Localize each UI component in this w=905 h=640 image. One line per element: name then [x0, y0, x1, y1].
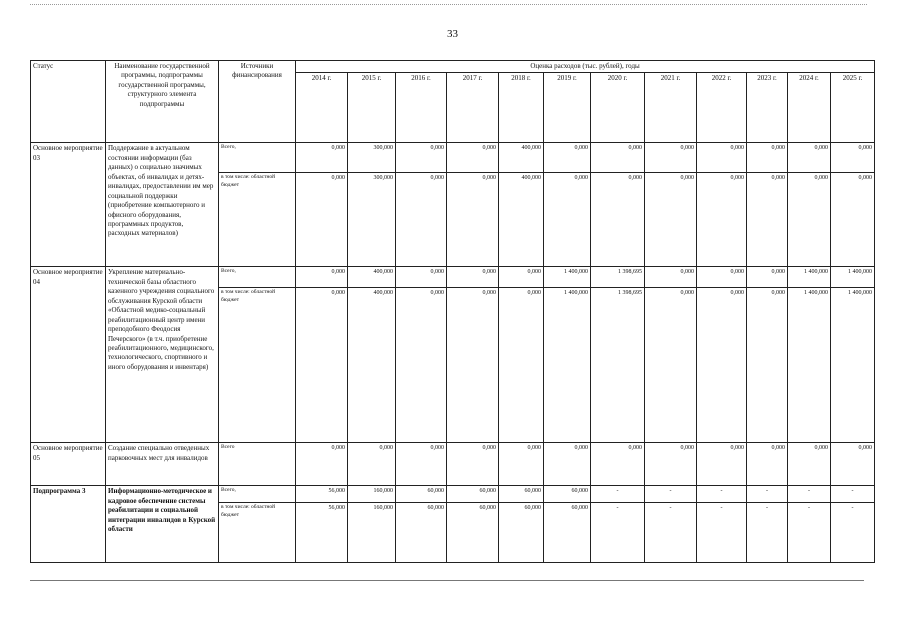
value-cell: - — [788, 503, 831, 563]
value-cell: 56,000 — [296, 486, 348, 503]
header-year: 2019 г. — [544, 73, 591, 143]
row-name: Укрепление материально-технической базы областного казенного учреждения социального обслуживания Курской области «Областной медико-социальный реабилитационный центр имени преподобного Феодосия Печерского» (в т.ч. приобретение реабилитационного, медицинского, технологического, спортивного и иного оборудования и инвентаря) — [106, 267, 219, 443]
value-cell: - — [747, 486, 788, 503]
row-status: Основное мероприятие 03 — [31, 143, 106, 267]
table-row — [31, 486, 875, 503]
value-cell: - — [831, 486, 875, 503]
value-cell: 0,000 — [296, 173, 348, 267]
value-cell: 0,000 — [499, 267, 544, 288]
row-source: Всего, — [219, 267, 296, 288]
value-cell: 0,000 — [645, 173, 697, 267]
value-cell: 1 398,695 — [591, 267, 645, 288]
row-source: Всего, — [219, 486, 296, 503]
value-cell: 0,000 — [396, 443, 447, 486]
value-cell: 160,000 — [348, 486, 396, 503]
value-cell: 0,000 — [788, 443, 831, 486]
value-cell: 0,000 — [747, 143, 788, 173]
value-cell: 0,000 — [697, 173, 747, 267]
value-cell: 0,000 — [645, 443, 697, 486]
value-cell: 1 400,000 — [788, 288, 831, 443]
header-estimate: Оценка расходов (тыс. рублей), годы — [296, 61, 875, 73]
value-cell: 0,000 — [697, 267, 747, 288]
value-cell: 1 400,000 — [831, 267, 875, 288]
header-year: 2024 г. — [788, 73, 831, 143]
value-cell: 60,000 — [544, 503, 591, 563]
value-cell: 0,000 — [788, 173, 831, 267]
header-year: 2021 г. — [645, 73, 697, 143]
value-cell: - — [788, 486, 831, 503]
table-row — [31, 443, 875, 486]
value-cell: 0,000 — [296, 288, 348, 443]
value-cell: 0,000 — [747, 173, 788, 267]
value-cell: 60,000 — [499, 503, 544, 563]
value-cell: 1 400,000 — [544, 288, 591, 443]
value-cell: 0,000 — [645, 267, 697, 288]
value-cell: 0,000 — [544, 143, 591, 173]
row-status: Подпрограмма 3 — [31, 486, 106, 563]
value-cell: 400,000 — [499, 173, 544, 267]
value-cell: 0,000 — [447, 173, 499, 267]
value-cell: 0,000 — [396, 173, 447, 267]
header-year: 2014 г. — [296, 73, 348, 143]
row-name: Создание специально отведенных парковочных мест для инвалидов — [106, 443, 219, 486]
value-cell: 0,000 — [788, 143, 831, 173]
value-cell: 300,000 — [348, 173, 396, 267]
value-cell: 0,000 — [747, 443, 788, 486]
value-cell: 0,000 — [296, 143, 348, 173]
top-border-line — [30, 4, 867, 5]
value-cell: 0,000 — [591, 173, 645, 267]
value-cell: 60,000 — [499, 486, 544, 503]
header-year: 2022 г. — [697, 73, 747, 143]
value-cell: - — [747, 503, 788, 563]
header-year: 2016 г. — [396, 73, 447, 143]
value-cell: - — [591, 486, 645, 503]
header-year: 2017 г. — [447, 73, 499, 143]
header-year: 2015 г. — [348, 73, 396, 143]
value-cell: - — [831, 503, 875, 563]
value-cell: 1 400,000 — [831, 288, 875, 443]
value-cell: 0,000 — [697, 288, 747, 443]
value-cell: - — [697, 503, 747, 563]
value-cell: 0,000 — [645, 143, 697, 173]
value-cell: 1 400,000 — [544, 267, 591, 288]
value-cell: 0,000 — [747, 267, 788, 288]
value-cell: 0,000 — [296, 267, 348, 288]
value-cell: - — [645, 503, 697, 563]
row-status: Основное мероприятие 04 — [31, 267, 106, 443]
value-cell: 0,000 — [447, 267, 499, 288]
value-cell: 0,000 — [499, 288, 544, 443]
row-source: в том числе: областной бюджет — [219, 173, 296, 267]
value-cell: 0,000 — [396, 267, 447, 288]
value-cell: 0,000 — [831, 443, 875, 486]
value-cell: 0,000 — [447, 143, 499, 173]
row-source: Всего, — [219, 143, 296, 173]
row-name: Поддержание в актуальном состоянии информации (баз данных) о социально значимых объектах, об инвалидах и детях-инвалидах, предоставлении им мер социальной поддержки (приобретение компьютерного и офисного оборудования, программных продуктов, расходных материалов) — [106, 143, 219, 267]
value-cell: 60,000 — [396, 486, 447, 503]
value-cell: 0,000 — [747, 288, 788, 443]
header-status: Статус — [31, 61, 106, 143]
value-cell: 0,000 — [591, 143, 645, 173]
value-cell: 0,000 — [831, 143, 875, 173]
value-cell: 0,000 — [697, 143, 747, 173]
value-cell: 400,000 — [348, 267, 396, 288]
header-year: 2018 г. — [499, 73, 544, 143]
expenses-table — [30, 60, 875, 563]
value-cell: 60,000 — [396, 503, 447, 563]
value-cell: 0,000 — [447, 443, 499, 486]
value-cell: 60,000 — [544, 486, 591, 503]
header-year: 2020 г. — [591, 73, 645, 143]
value-cell: 0,000 — [645, 288, 697, 443]
value-cell: 0,000 — [396, 143, 447, 173]
value-cell: - — [591, 503, 645, 563]
value-cell: 0,000 — [591, 443, 645, 486]
value-cell: 0,000 — [697, 443, 747, 486]
header-year: 2023 г. — [747, 73, 788, 143]
value-cell: 0,000 — [544, 443, 591, 486]
header-year: 2025 г. — [831, 73, 875, 143]
bottom-border-line — [30, 580, 864, 581]
value-cell: 60,000 — [447, 486, 499, 503]
table-row — [31, 143, 875, 173]
value-cell: 60,000 — [447, 503, 499, 563]
value-cell: 1 398,695 — [591, 288, 645, 443]
value-cell: 300,000 — [348, 143, 396, 173]
row-source: в том числе: областной бюджет — [219, 288, 296, 443]
row-name: Информационно-методическое и кадровое обеспечение системы реабилитации и социальной интеграции инвалидов в Курской области — [106, 486, 219, 563]
value-cell: - — [645, 486, 697, 503]
header-source: Источники финансирования — [219, 61, 296, 143]
value-cell: 160,000 — [348, 503, 396, 563]
value-cell: 0,000 — [544, 173, 591, 267]
value-cell: 0,000 — [296, 443, 348, 486]
row-status: Основное мероприятие 05 — [31, 443, 106, 486]
page-number: 33 — [447, 28, 458, 40]
row-source: в том числе: областной бюджет — [219, 503, 296, 563]
table-row — [31, 267, 875, 288]
value-cell: 0,000 — [499, 443, 544, 486]
header-name: Наименование государственной программы, подпрограммы государственной программы, структурного элемента подпрограммы — [106, 61, 219, 143]
value-cell: 400,000 — [499, 143, 544, 173]
value-cell: 1 400,000 — [788, 267, 831, 288]
value-cell: 0,000 — [447, 288, 499, 443]
row-source: Всего — [219, 443, 296, 486]
value-cell: - — [697, 486, 747, 503]
value-cell: 0,000 — [831, 173, 875, 267]
value-cell: 56,000 — [296, 503, 348, 563]
value-cell: 0,000 — [348, 443, 396, 486]
value-cell: 0,000 — [396, 288, 447, 443]
value-cell: 400,000 — [348, 288, 396, 443]
